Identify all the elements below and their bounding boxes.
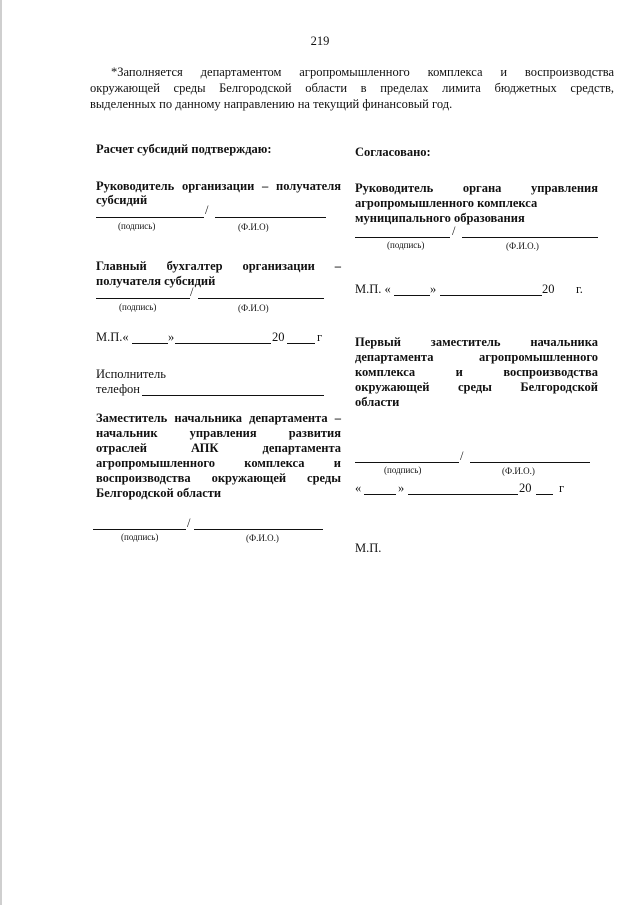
fio-caption: (Ф.И.О.) [506, 241, 539, 251]
day-line [394, 295, 430, 296]
deputy-line-5: воспроизводства окружающей среды [96, 471, 341, 485]
first-deputy-line-1: Первый заместитель начальника [355, 335, 598, 349]
executor-label: Исполнитель [96, 367, 166, 381]
fio-line [470, 462, 590, 463]
year-suffix: г [317, 330, 323, 344]
signature-caption: (подпись) [119, 302, 157, 312]
deputy-line-4: агропромышленного комплекса и [96, 456, 341, 470]
year-prefix: 20 [519, 481, 532, 495]
year-suffix: г. [576, 282, 583, 296]
month-line [175, 343, 271, 344]
fio-caption: (Ф.И.О) [238, 222, 269, 232]
fio-caption: (Ф.И.О.) [246, 533, 279, 543]
deputy-line-6: Белгородской области [96, 486, 222, 500]
quote-close: » [168, 330, 175, 344]
year-prefix: 20 [542, 282, 555, 296]
left-heading: Расчет субсидий подтверждаю: [96, 142, 272, 156]
first-deputy-line-5: области [355, 395, 400, 409]
fio-line [194, 529, 323, 530]
slash: / [205, 203, 209, 217]
year-line [536, 494, 553, 495]
stamp-place-label: М.П.« [96, 330, 129, 344]
signature-line [93, 529, 186, 530]
month-line [408, 494, 518, 495]
slash: / [190, 285, 194, 299]
signature-caption: (подпись) [118, 221, 156, 231]
signature-line [96, 298, 190, 299]
page-edge [0, 0, 2, 905]
chief-accountant-line-1: Главный бухгалтер организации – [96, 259, 341, 273]
quote-close: » [430, 282, 437, 296]
fio-caption: (Ф.И.О) [238, 303, 269, 313]
head-of-body-line-3: муниципального образования [355, 211, 525, 225]
fio-line [198, 298, 324, 299]
year-line [287, 343, 315, 344]
deputy-line-1: Заместитель начальника департамента – [96, 411, 341, 425]
signature-caption: (подпись) [384, 465, 422, 475]
slash: / [460, 449, 464, 463]
fio-line [462, 237, 598, 238]
phone-label: телефон [96, 382, 140, 396]
month-line [440, 295, 542, 296]
signature-line [96, 217, 204, 218]
signature-caption: (подпись) [387, 240, 425, 250]
deputy-line-2: начальник управления развития [96, 426, 341, 440]
year-suffix: г [559, 481, 565, 495]
signature-line [355, 237, 450, 238]
head-of-body-line-2: агропромышленного комплекса [355, 196, 538, 210]
signature-caption: (подпись) [121, 532, 159, 542]
day-line [132, 343, 168, 344]
signature-line [355, 462, 459, 463]
deputy-line-3: отраслей АПК департамента [96, 441, 341, 455]
head-of-body-line-1: Руководитель органа управления [355, 181, 598, 195]
quote-close: » [398, 481, 405, 495]
stamp-place-label: М.П. « [355, 282, 391, 296]
footnote-line-3: выделенных по данному направлению на текущий финансовый год. [90, 97, 453, 111]
chief-accountant-line-2: получателя субсидий [96, 274, 216, 288]
head-of-org-line-2: субсидий [96, 193, 148, 207]
first-deputy-line-3: комплекса и воспроизводства [355, 365, 598, 379]
fio-caption: (Ф.И.О.) [502, 466, 535, 476]
stamp-place-label: М.П. [355, 541, 382, 555]
first-deputy-line-2: департамента агропромышленного [355, 350, 598, 364]
first-deputy-line-4: окружающей среды Белгородской [355, 380, 598, 394]
year-prefix: 20 [272, 330, 285, 344]
quote-open: « [355, 481, 362, 495]
footnote-line-1: *Заполняется департаментом агропромышленного комплекса и воспроизводства [111, 65, 614, 79]
page-number: 219 [310, 34, 330, 48]
right-heading: Согласовано: [355, 145, 431, 159]
footnote-line-2: окружающей среды Белгородской области в пределах лимита бюджетных средств, [90, 81, 614, 95]
day-line [364, 494, 396, 495]
head-of-org-line-1: Руководитель организации – получателя [96, 179, 341, 193]
slash: / [187, 516, 191, 530]
slash: / [452, 224, 456, 238]
fio-line [215, 217, 326, 218]
phone-line [142, 395, 324, 396]
